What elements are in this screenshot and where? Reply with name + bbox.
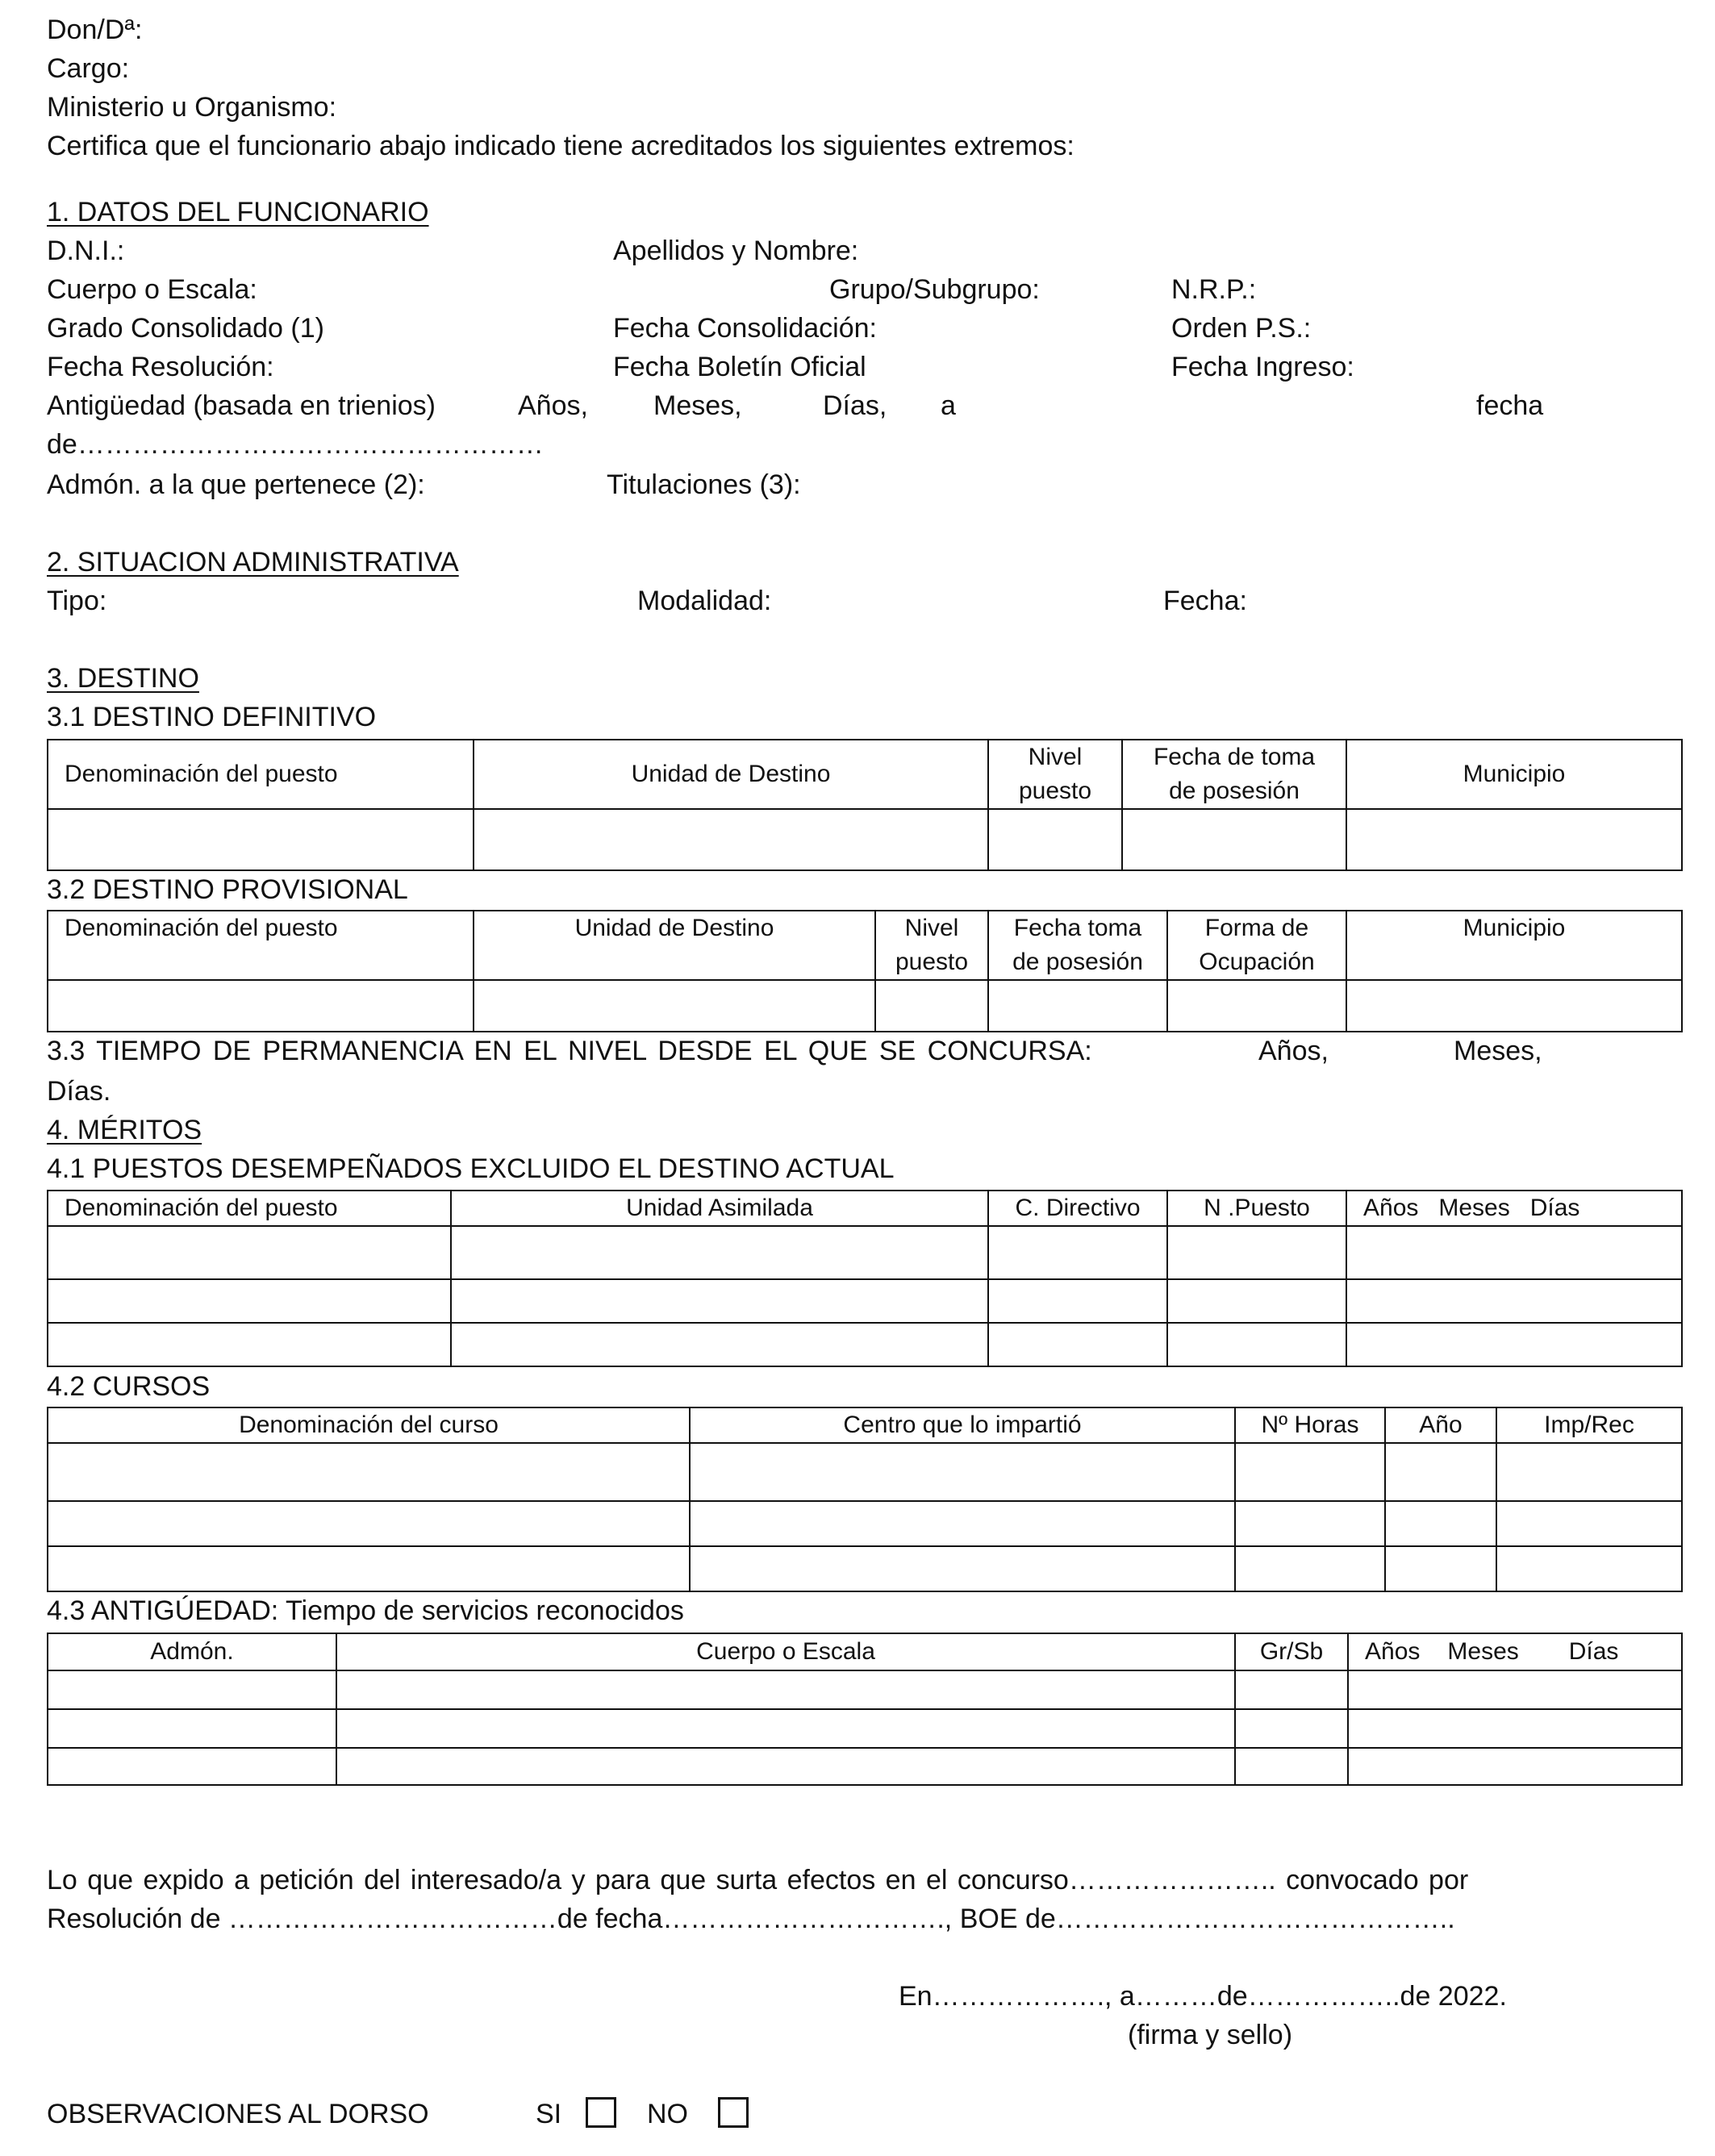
- table-row: [48, 1709, 1682, 1748]
- footer-line-2: Resolución de ………………………………de fecha…………………………., BOE de……………………………………..: [47, 1904, 1455, 1934]
- antiguedad-anos: Años,: [518, 390, 588, 421]
- col-unidad-asimilada: Unidad Asimilada: [451, 1191, 988, 1226]
- cursos-title: 4.2 CURSOS: [47, 1371, 211, 1402]
- table-cell[interactable]: [48, 1501, 690, 1546]
- antiguedad-a: a: [941, 390, 956, 421]
- table-cell[interactable]: [1122, 809, 1346, 870]
- col-denominacion: Denominación del puesto: [48, 740, 474, 809]
- table-cell[interactable]: [988, 809, 1122, 870]
- table-header-row: [48, 1191, 1682, 1226]
- col-dias: Días: [1568, 1638, 1619, 1665]
- col-nivel: Nivel puesto: [988, 740, 1122, 809]
- table-cell[interactable]: [1167, 1226, 1346, 1279]
- col-imp-rec: Imp/Rec: [1496, 1407, 1682, 1443]
- fecha-boletin-label: Fecha Boletín Oficial: [613, 352, 866, 382]
- table-cell[interactable]: [451, 1323, 988, 1366]
- dni-label: D.N.I.:: [47, 236, 125, 266]
- fecha-resolucion-label: Fecha Resolución:: [47, 352, 274, 382]
- table-cell[interactable]: [451, 1279, 988, 1323]
- table-cell[interactable]: [451, 1226, 988, 1279]
- table-cell[interactable]: [48, 1443, 690, 1501]
- titulaciones-label: Titulaciones (3):: [607, 469, 801, 500]
- col-npuesto: N .Puesto: [1167, 1191, 1346, 1226]
- table-header-row: [48, 1407, 1682, 1443]
- table-cell[interactable]: [1167, 980, 1346, 1032]
- table-cell[interactable]: [48, 1323, 451, 1366]
- modalidad-label: Modalidad:: [637, 586, 772, 616]
- col-cuerpo: Cuerpo o Escala: [336, 1633, 1235, 1670]
- permanencia-dias: Días.: [47, 1076, 111, 1107]
- table-row: [48, 1323, 1682, 1366]
- table-cell[interactable]: [1235, 1709, 1348, 1748]
- table-row: [48, 1279, 1682, 1323]
- puestos-table: [47, 1190, 1683, 1367]
- table-cell[interactable]: [1346, 980, 1682, 1032]
- fecha-ingreso-label: Fecha Ingreso:: [1171, 352, 1354, 382]
- table-cell[interactable]: [48, 1226, 451, 1279]
- table-row: [48, 1748, 1682, 1785]
- table-header-row: [48, 1633, 1682, 1670]
- table-cell[interactable]: [48, 1279, 451, 1323]
- table-cell[interactable]: [48, 1748, 336, 1785]
- fecha-situacion-label: Fecha:: [1163, 586, 1247, 616]
- destino-definitivo-title: 3.1 DESTINO DEFINITIVO: [47, 702, 377, 732]
- cuerpo-label: Cuerpo o Escala:: [47, 274, 257, 305]
- table-cell[interactable]: [1235, 1748, 1348, 1785]
- col-fecha-toma: Fecha toma de posesión: [988, 911, 1167, 980]
- fecha-consolidacion-label: Fecha Consolidación:: [613, 313, 877, 344]
- table-row: [48, 1443, 1682, 1501]
- footer-line-1: Lo que expido a petición del interesado/a y para que surta efectos en el concurso………………….. convocado por: [47, 1865, 1469, 1895]
- table-cell[interactable]: [1235, 1546, 1385, 1591]
- table-cell[interactable]: [690, 1546, 1235, 1591]
- col-tiempo: Años Meses Días: [1346, 1191, 1682, 1226]
- nrp-label: N.R.P.:: [1171, 274, 1257, 305]
- table-cell[interactable]: [1235, 1670, 1348, 1709]
- table-cell[interactable]: [1496, 1443, 1682, 1501]
- section-4-title: 4. MÉRITOS: [47, 1115, 202, 1145]
- table-cell[interactable]: [48, 980, 474, 1032]
- orden-label: Orden P.S.:: [1171, 313, 1312, 344]
- col-fecha-toma: Fecha de toma de posesión: [1122, 740, 1346, 809]
- table-header-row: [48, 740, 1682, 809]
- table-cell[interactable]: [1348, 1670, 1682, 1709]
- firma-sello: (firma y sello): [1128, 2020, 1293, 2050]
- apellidos-label: Apellidos y Nombre:: [613, 236, 859, 266]
- table-row: [48, 980, 1682, 1032]
- table-cell[interactable]: [1348, 1748, 1682, 1785]
- permanencia-meses: Meses,: [1454, 1036, 1542, 1066]
- grupo-label: Grupo/Subgrupo:: [829, 274, 1040, 305]
- table-cell[interactable]: [988, 1323, 1167, 1366]
- destino-provisional-title: 3.2 DESTINO PROVISIONAL: [47, 874, 408, 905]
- col-ano: Año: [1385, 1407, 1496, 1443]
- destino-provisional-table: [47, 910, 1683, 1032]
- table-cell[interactable]: [1167, 1323, 1346, 1366]
- table-cell[interactable]: [1496, 1546, 1682, 1591]
- col-municipio: Municipio: [1346, 911, 1682, 980]
- observaciones-label: OBSERVACIONES AL DORSO: [47, 2099, 429, 2129]
- col-centro: Centro que lo impartió: [690, 1407, 1235, 1443]
- col-denominacion: Denominación del puesto: [48, 1191, 451, 1226]
- table-cell[interactable]: [1385, 1443, 1496, 1501]
- col-anos: Años: [1365, 1638, 1421, 1665]
- cursos-table: [47, 1407, 1683, 1592]
- section-1-title: 1. DATOS DEL FUNCIONARIO: [47, 197, 429, 227]
- don-label: Don/Dª:: [47, 15, 143, 45]
- table-cell[interactable]: [1346, 809, 1682, 870]
- table-cell[interactable]: [1346, 1279, 1682, 1323]
- cargo-label: Cargo:: [47, 53, 130, 84]
- table-cell[interactable]: [336, 1709, 1235, 1748]
- table-row: [48, 1501, 1682, 1546]
- table-cell[interactable]: [1385, 1546, 1496, 1591]
- col-directivo: C. Directivo: [988, 1191, 1167, 1226]
- table-header-row: [48, 911, 1682, 980]
- section-2-title: 2. SITUACION ADMINISTRATIVA: [47, 547, 459, 578]
- section-3-title: 3. DESTINO: [47, 663, 199, 694]
- col-denominacion: Denominación del puesto: [48, 911, 474, 980]
- puestos-desempenados-title: 4.1 PUESTOS DESEMPEÑADOS EXCLUIDO EL DESTINO ACTUAL: [47, 1153, 895, 1184]
- table-row: [48, 809, 1682, 870]
- table-cell[interactable]: [474, 809, 988, 870]
- table-cell[interactable]: [48, 1709, 336, 1748]
- table-row: [48, 1670, 1682, 1709]
- table-cell[interactable]: [1348, 1709, 1682, 1748]
- table-cell[interactable]: [474, 980, 875, 1032]
- table-cell[interactable]: [988, 1279, 1167, 1323]
- table-cell[interactable]: [48, 1546, 690, 1591]
- col-tiempo: [1348, 1633, 1682, 1670]
- admon-label: Admón. a la que pertenece (2):: [47, 469, 425, 500]
- col-admon: Admón.: [48, 1633, 336, 1670]
- antiguedad-dias: Días,: [823, 390, 887, 421]
- table-cell[interactable]: [1346, 1226, 1682, 1279]
- antiguedad-meses: Meses,: [653, 390, 742, 421]
- si-label: SI: [536, 2099, 562, 2129]
- si-checkbox[interactable]: [586, 2097, 616, 2128]
- col-forma-ocupacion: Forma de Ocupación: [1167, 911, 1346, 980]
- table-row: [48, 1546, 1682, 1591]
- table-cell[interactable]: [1235, 1501, 1385, 1546]
- antiguedad-de: de……………………………………………: [47, 429, 544, 460]
- table-cell[interactable]: [1346, 1323, 1682, 1366]
- antiguedad-table: [47, 1633, 1683, 1786]
- ministerio-label: Ministerio u Organismo:: [47, 92, 337, 123]
- table-cell[interactable]: [988, 1226, 1167, 1279]
- col-unidad: Unidad de Destino: [474, 911, 875, 980]
- col-meses: Meses: [1447, 1638, 1519, 1665]
- no-checkbox[interactable]: [718, 2097, 749, 2128]
- table-cell[interactable]: [48, 1670, 336, 1709]
- table-cell[interactable]: [336, 1670, 1235, 1709]
- no-label: NO: [647, 2099, 688, 2129]
- table-cell[interactable]: [336, 1748, 1235, 1785]
- antiguedad-servicios-title: 4.3 ANTIGÚEDAD: Tiempo de servicios reconocidos: [47, 1595, 684, 1626]
- certifica-text: Certifica que el funcionario abajo indicado tiene acreditados los siguientes extremos:: [47, 131, 1074, 161]
- table-cell[interactable]: [48, 809, 474, 870]
- tipo-label: Tipo:: [47, 586, 107, 616]
- col-nivel: Nivel puesto: [875, 911, 988, 980]
- col-grsb: Gr/Sb: [1235, 1633, 1348, 1670]
- col-municipio: Municipio: [1346, 740, 1682, 809]
- table-cell[interactable]: [1167, 1279, 1346, 1323]
- table-cell[interactable]: [988, 980, 1167, 1032]
- destino-definitivo-table: [47, 739, 1683, 871]
- col-unidad: Unidad de Destino: [474, 740, 988, 809]
- table-row: [48, 1226, 1682, 1279]
- antiguedad-fecha: fecha: [1476, 390, 1544, 421]
- permanencia-label: 3.3 TIEMPO DE PERMANENCIA EN EL NIVEL DESDE EL QUE SE CONCURSA:: [47, 1036, 1092, 1066]
- grado-label: Grado Consolidado (1): [47, 313, 324, 344]
- table-cell[interactable]: [1496, 1501, 1682, 1546]
- table-cell[interactable]: [690, 1501, 1235, 1546]
- permanencia-anos: Años,: [1258, 1036, 1329, 1066]
- table-cell[interactable]: [1235, 1443, 1385, 1501]
- lugar-fecha: En………………., a………de……………..de 2022.: [899, 1981, 1507, 2012]
- table-cell[interactable]: [690, 1443, 1235, 1501]
- col-horas: Nº Horas: [1235, 1407, 1385, 1443]
- antiguedad-label: Antigüedad (basada en trienios): [47, 390, 436, 421]
- table-cell[interactable]: [1385, 1501, 1496, 1546]
- table-cell[interactable]: [875, 980, 988, 1032]
- col-curso: Denominación del curso: [48, 1407, 690, 1443]
